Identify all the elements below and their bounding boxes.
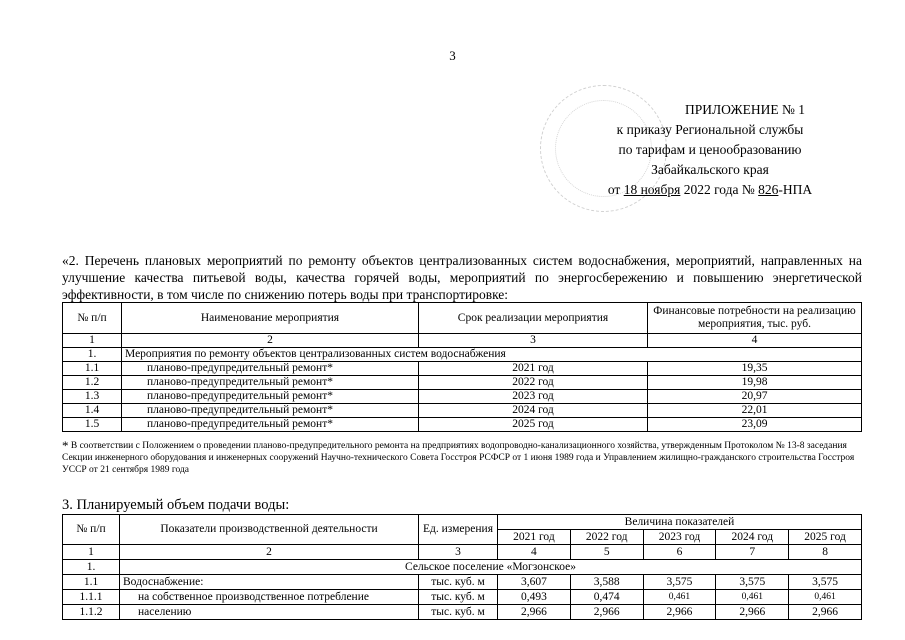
group-label: Мероприятия по ремонту объектов централизованных систем водоснабжения [122, 348, 862, 362]
header-year: 2022 год [570, 530, 643, 545]
row-term: 2022 год [419, 376, 648, 390]
table-row [63, 575, 862, 590]
table-row [63, 362, 862, 376]
row-name: планово-предупредительный ремонт* [122, 418, 419, 432]
col-number: 2 [120, 545, 419, 560]
row-unit: тыс. куб. м [419, 590, 498, 605]
table-row [63, 418, 862, 432]
appendix-line-2: по тарифам и ценообразованию [618, 142, 802, 157]
row-value: 3,575 [789, 575, 862, 590]
column-number-row [63, 545, 862, 560]
row-name: на собственное производственное потребление [120, 590, 419, 605]
row-value: 2,966 [570, 605, 643, 620]
row-num: 1.1.1 [63, 590, 120, 605]
row-value: 3,575 [716, 575, 789, 590]
table-row [63, 404, 862, 418]
header-finance: Финансовые потребности на реализацию мероприятия, тыс. руб. [648, 303, 862, 334]
row-num: 1.1 [63, 575, 120, 590]
row-name: населению [120, 605, 419, 620]
row-value: 2,966 [498, 605, 571, 620]
header-year: 2024 год [716, 530, 789, 545]
col-number: 1 [63, 334, 122, 348]
footnote-text: В соответствии с Положением о проведении планово-предупредительного ремонта на предприятиях водопроводно-канализационного хозяйства, утвержденным Протоколом № 13-8 заседания Секции инженерного оборудования и инженерных сооружений Научно-технического Совета Госстроя РСФСР от 1 июня 1989 года и Управлением жилищно-гражданского строительства Госстроя УССР от 21 сентября 1989 года [62, 441, 855, 475]
row-value: 19,98 [648, 376, 862, 390]
table-row [63, 390, 862, 404]
header-name: Наименование мероприятия [122, 303, 419, 334]
page-number: 3 [449, 48, 456, 63]
header-term: Срок реализации мероприятия [419, 303, 648, 334]
col-number: 5 [570, 545, 643, 560]
row-term: 2024 год [419, 404, 648, 418]
header-unit: Ед. измерения [419, 515, 498, 545]
col-number: 6 [643, 545, 716, 560]
appendix-line-1: к приказу Региональной службы [616, 122, 804, 137]
appendix-order-number: 826 [758, 182, 779, 197]
table-row [63, 376, 862, 390]
col-number: 8 [789, 545, 862, 560]
row-value: 3,575 [643, 575, 716, 590]
header-year: 2025 год [789, 530, 862, 545]
row-name: планово-предупредительный ремонт* [122, 404, 419, 418]
col-number: 3 [419, 334, 648, 348]
header-num: № п/п [63, 515, 120, 545]
appendix-date-mid: 2022 года № [680, 182, 759, 197]
row-name: планово-предупредительный ремонт* [122, 390, 419, 404]
row-value: 23,09 [648, 418, 862, 432]
table-row [63, 605, 862, 620]
row-value: 0,461 [643, 590, 716, 605]
measures-table [62, 302, 862, 432]
col-number: 2 [122, 334, 419, 348]
header-values: Величина показателей [498, 515, 862, 530]
row-term: 2021 год [419, 362, 648, 376]
col-number: 1 [63, 545, 120, 560]
table-row [63, 590, 862, 605]
row-name: планово-предупредительный ремонт* [122, 376, 419, 390]
row-value: 0,474 [570, 590, 643, 605]
group-num: 1. [63, 348, 122, 362]
appendix-order-suffix: -НПА [778, 182, 813, 197]
row-num: 1.3 [63, 390, 122, 404]
table-header-row [63, 515, 862, 530]
water-supply-table [62, 514, 862, 620]
col-number: 3 [419, 545, 498, 560]
row-value: 19,35 [648, 362, 862, 376]
row-term: 2023 год [419, 390, 648, 404]
group-row [63, 560, 862, 575]
header-year: 2021 год [498, 530, 571, 545]
row-name: планово-предупредительный ремонт* [122, 362, 419, 376]
appendix-date: 18 ноября [623, 182, 681, 197]
appendix-title: ПРИЛОЖЕНИЕ № 1 [684, 102, 806, 117]
row-num: 1.5 [63, 418, 122, 432]
row-value: 0,493 [498, 590, 571, 605]
section-3-heading: 3. Планируемый объем подачи воды: [62, 497, 290, 513]
col-number: 4 [498, 545, 571, 560]
row-value: 20,97 [648, 390, 862, 404]
appendix-line-4 [560, 180, 860, 200]
row-num: 1.4 [63, 404, 122, 418]
col-number: 4 [648, 334, 862, 348]
row-value: 2,966 [789, 605, 862, 620]
row-value: 22,01 [648, 404, 862, 418]
group-label: Сельское поселение «Могзонское» [120, 560, 862, 575]
appendix-line-3: Забайкальского края [651, 162, 769, 177]
column-number-row [63, 334, 862, 348]
group-row [63, 348, 862, 362]
row-value: 2,966 [643, 605, 716, 620]
row-value: 2,966 [716, 605, 789, 620]
col-number: 7 [716, 545, 789, 560]
row-name: Водоснабжение: [120, 575, 419, 590]
appendix-date-prefix: от [607, 182, 624, 197]
header-year: 2023 год [643, 530, 716, 545]
appendix-block [560, 100, 860, 200]
header-num: № п/п [63, 303, 122, 334]
row-num: 1.2 [63, 376, 122, 390]
row-value: 3,607 [498, 575, 571, 590]
row-value: 3,588 [570, 575, 643, 590]
row-term: 2025 год [419, 418, 648, 432]
footnote-star: * [62, 438, 69, 453]
table-header-row [63, 303, 862, 334]
row-value: 0,461 [789, 590, 862, 605]
footnote [62, 440, 867, 476]
section-2-heading: «2. Перечень плановых мероприятий по ремонту объектов централизованных систем водоснабжения, мероприятий, направленных на улучшение качества питьевой воды, качества горячей воды, мероприятий по энергосбережению и повышению энергетической эффективности, в том числе по снижению потерь воды при транспортировке: [62, 253, 862, 302]
row-unit: тыс. куб. м [419, 605, 498, 620]
row-unit: тыс. куб. м [419, 575, 498, 590]
row-num: 1.1 [63, 362, 122, 376]
header-indicator: Показатели производственной деятельности [120, 515, 419, 545]
row-num: 1.1.2 [63, 605, 120, 620]
row-value: 0,461 [716, 590, 789, 605]
group-num: 1. [63, 560, 120, 575]
